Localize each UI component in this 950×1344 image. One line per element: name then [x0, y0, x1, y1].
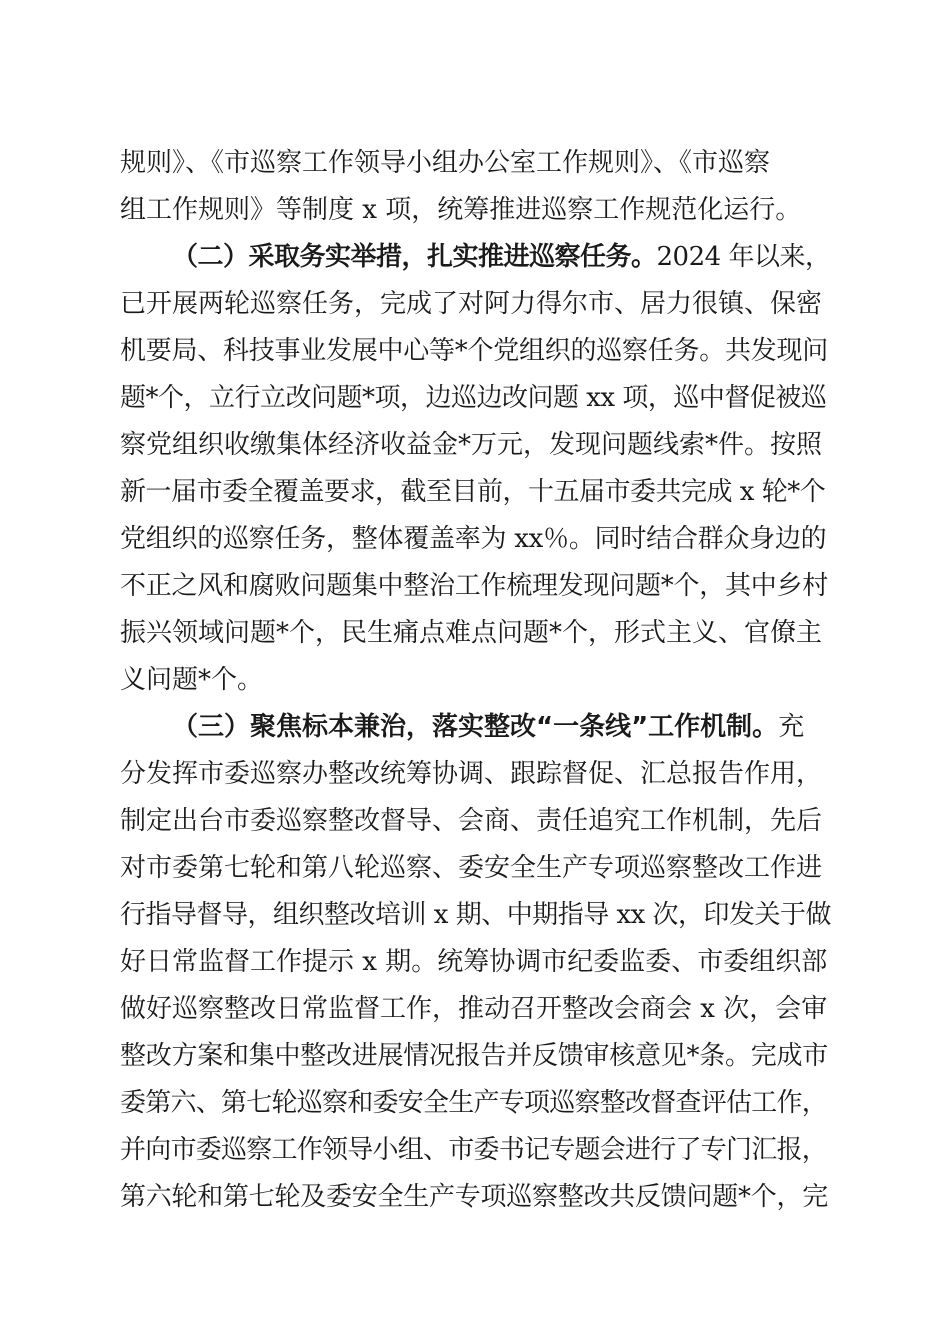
paragraph-line: 并向市委巡察工作领导小组、市委书记专题会进行了专门汇报，: [120, 1135, 828, 1165]
paragraph-line: 义问题*个。: [120, 665, 264, 695]
paragraph-line: 整改方案和集中整改进展情况报告并反馈审核意见*条。完成市: [120, 1041, 829, 1071]
paragraph-line: 党组织的巡察任务，整体覆盖率为 xx％。同时结合群众身边的: [120, 524, 827, 554]
section-3-first-line: [172, 714, 832, 740]
paragraph-line: 做好巡察整改日常监督工作，推动召开整改会商会 x 次，会审: [120, 994, 828, 1024]
paragraph-line: 规则》、《市巡察工作领导小组办公室工作规则》、《市巡察: [120, 148, 771, 178]
paragraph-line: 制定出台市委巡察整改督导、会商、责任追究工作机制，先后: [120, 806, 823, 836]
paragraph-line: 振兴领域问题*个，民生痛点难点问题*个，形式主义、官僚主: [120, 618, 823, 648]
paragraph-line: 机要局、科技事业发展中心等*个党组织的巡察任务。共发现问: [120, 336, 829, 366]
section-2-heading: （二）采取务实举措，扎实推进巡察任务。: [172, 242, 657, 272]
paragraph-line: 新一届市委全覆盖要求，截至目前，十五届市委共完成 x 轮*个: [120, 477, 826, 507]
paragraph-line: 对市委第七轮和第八轮巡察、委安全生产专项巡察整改工作进: [120, 853, 823, 883]
section-2-lead-text: 2024 年以来，: [656, 242, 831, 272]
paragraph-line: 不正之风和腐败问题集中整治工作梳理发现问题*个，其中乡村: [120, 571, 829, 601]
paragraph-line: 组工作规则》等制度 x 项，统筹推进巡察工作规范化运行。: [120, 195, 802, 225]
section-3-heading: （三）聚焦标本兼治，落实整改“一条线”工作机制。: [172, 712, 779, 742]
paragraph-line: 分发挥市委巡察办整改统筹协调、跟踪督促、汇总报告作用，: [120, 759, 823, 789]
paragraph-line: 第六轮和第七轮及委安全生产专项巡察整改共反馈问题*个，完: [120, 1182, 829, 1212]
paragraph-line: 委第六、第七轮巡察和委安全生产专项巡察整改督查评估工作，: [120, 1088, 828, 1118]
section-3-lead-text: 充: [778, 712, 805, 742]
paragraph-line: 察党组织收缴集体经济收益金*万元，发现问题线索*件。按照: [120, 430, 823, 460]
paragraph-line: 好日常监督工作提示 x 期。统筹协调市纪委监委、市委组织部: [120, 947, 828, 977]
paragraph-line: 行指导督导，组织整改培训 x 期、中期指导 xx 次，印发关于做: [120, 900, 832, 930]
paragraph-line: 题*个，立行立改问题*项，边巡边改问题 xx 项，巡中督促被巡: [120, 383, 827, 413]
paragraph-line: 已开展两轮巡察任务，完成了对阿力得尔市、居力很镇、保密: [120, 289, 823, 319]
section-2-first-line: [172, 244, 832, 270]
